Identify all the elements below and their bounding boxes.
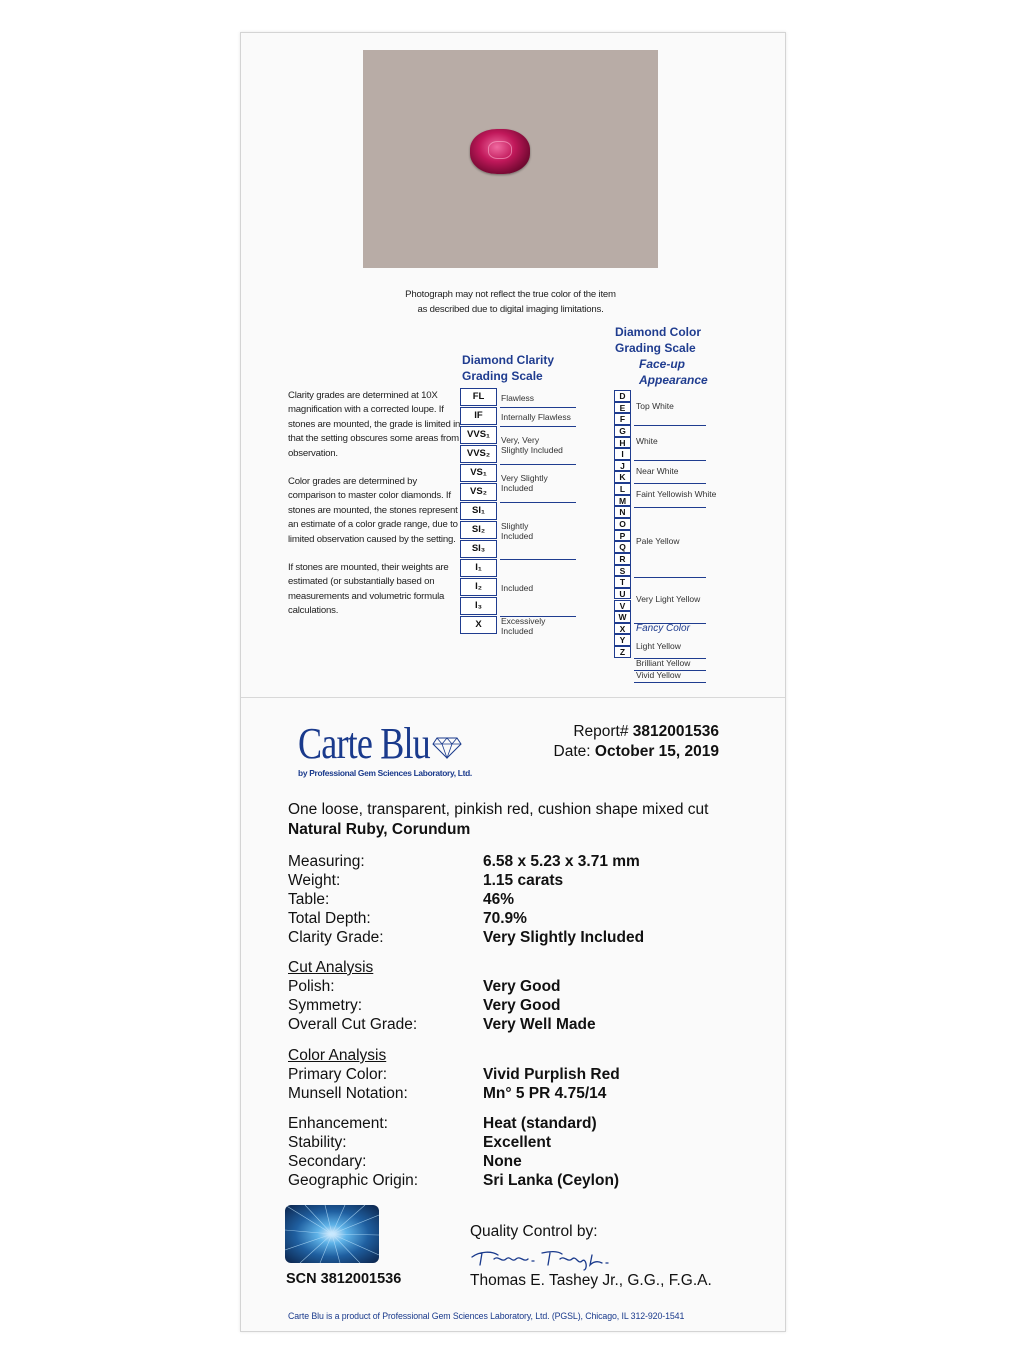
clarity-description: Very, Very Slightly Included (501, 435, 563, 455)
color-grade-box: M (614, 495, 631, 507)
signature-image (470, 1243, 620, 1271)
clarity-divider (500, 407, 576, 408)
ruby-gem-image (470, 129, 530, 174)
clarity-grade-box: FL (460, 388, 497, 406)
color-divider (634, 483, 706, 484)
color-description: Fancy Color (636, 623, 690, 635)
cut-analysis-heading: Cut Analysis (288, 959, 374, 976)
gem-photo (363, 50, 658, 268)
clarity-grade-box: VVS₁ (460, 426, 497, 444)
color-grade-box: P (614, 530, 631, 542)
clarity-grade-row (460, 539, 576, 558)
color-grade-box: W (614, 611, 631, 623)
color-grade-box: T (614, 576, 631, 588)
color-scale-title: Diamond Color Grading Scale Face-up Appearance (615, 325, 708, 387)
clarity-grade-row (460, 558, 576, 577)
color-description: White (636, 436, 658, 447)
color-divider (634, 577, 706, 578)
color-description: Light Yellow (636, 640, 681, 651)
color-grade-box: L (614, 483, 631, 495)
color-divider (634, 425, 706, 426)
color-note: Color grades are determined by comparison to master color diamonds. If stones are mounted, the stones represent an estimate of a color grade range, due to limited observation caused by the setting. (288, 476, 458, 545)
clarity-grade-box: IF (460, 407, 497, 425)
clarity-grade-box: SI₃ (460, 540, 497, 558)
color-grade-box: Z (614, 646, 631, 658)
color-scale (614, 390, 634, 658)
color-description: Pale Yellow (636, 535, 680, 546)
color-grade-box: K (614, 471, 631, 483)
color-grade-box: U (614, 588, 631, 600)
clarity-grade-box: VS₂ (460, 483, 497, 501)
security-hologram (285, 1205, 379, 1263)
clarity-scale (460, 387, 576, 634)
grading-notes (288, 389, 463, 633)
color-divider (634, 460, 706, 461)
color-grade-box: S (614, 565, 631, 577)
section-divider (241, 697, 785, 698)
clarity-description: Flawless (501, 392, 535, 403)
quality-control-name: Thomas E. Tashey Jr., G.G., F.G.A. (470, 1272, 712, 1289)
color-description: Vivid Yellow (636, 669, 681, 680)
clarity-note: Clarity grades are determined at 10X magnification with a corrected loupe. If stones are mounted, the grade is limited in that the setting obscures some areas from observation. (288, 390, 461, 459)
photo-disclaimer: Photograph may not reflect the true color of the item as described due to digital imaging limitations. (405, 289, 616, 315)
diamond-icon (432, 735, 462, 759)
clarity-divider (500, 464, 576, 465)
color-description: Brilliant Yellow (636, 658, 691, 668)
report-info (554, 722, 719, 762)
color-grade-box: H (614, 437, 631, 449)
color-grade-box: G (614, 425, 631, 437)
clarity-grade-box: X (460, 616, 497, 634)
clarity-description: Included (501, 582, 534, 593)
color-grade-box: J (614, 460, 631, 472)
quality-control-label: Quality Control by: (470, 1223, 598, 1240)
color-grade-box: F (614, 413, 631, 425)
color-grade-box: E (614, 402, 631, 414)
clarity-grade-row (460, 501, 576, 520)
carte-blu-logo: Carte Blu by Professional Gem Sciences Laboratory, Ltd. (298, 719, 472, 778)
color-divider (634, 507, 706, 508)
clarity-grade-box: VS₁ (460, 464, 497, 482)
color-grade-box: V (614, 600, 631, 612)
clarity-description: Slightly Included (501, 520, 534, 541)
clarity-scale-title: Diamond Clarity Grading Scale (462, 353, 555, 383)
clarity-grade-box: VVS₂ (460, 445, 497, 463)
color-grade-box: N (614, 506, 631, 518)
color-grade-box: Y (614, 634, 631, 646)
clarity-grade-box: I₂ (460, 578, 497, 596)
color-description: Very Light Yellow (636, 593, 701, 604)
clarity-divider (500, 559, 576, 560)
color-grade-box: I (614, 448, 631, 460)
color-grade-box: D (614, 390, 631, 402)
weight-note: If stones are mounted, their weights are estimated (or substantially based on measurements and volumetric formula calculations. (288, 562, 449, 617)
clarity-description: Internally Flawless (501, 411, 571, 422)
gem-description: One loose, transparent, pinkish red, cushion shape mixed cut Natural Ruby, Corundum (288, 801, 709, 838)
clarity-description: Excessively Included (501, 615, 546, 636)
color-description: Near White (636, 465, 679, 476)
clarity-grade-row (460, 596, 576, 615)
clarity-divider (500, 426, 576, 427)
scn-number: SCN 3812001536 (286, 1271, 402, 1287)
gem-report-card: Photograph may not reflect the true color of the item as described due to digital imaging limitations. Clarity grades are determined at 10X magnification with a corrected loupe. If stones are mounted, the grade is limited in that the setting obscures some areas from observation. Color grades are determined by comparison to master color diamonds. If stones are mounted, the stones represent an estimate of a color grade range, due to limited observation caused by the setting. If stones are mounted, their weights are estimated (or substantially based on measurements and volumetric formula calculations. Diamond Clarity Grading Scale FL IF VVS₁ VVS₂ VS₁ VS₂ SI₁ SI₂ SI₃ I₁ I₂ I₃ X Flawless Internally Flawless Very, Very Slightly Included Very Slightly Included Slightly Included Included Excessively Included Diamond Color Grading Scale Face-up Appearance D E F G H I J K L M N O P Q R S T U V W X Y Z Top White White Near White Faint Yellowish White Pale Yellow Very Light Yellow Fancy Color Light Yellow Brilliant Yellow Vivid Yellow Carte Blu by Professional Gem Sciences Laboratory, Ltd. Report# 3812001536 Date: October 15, 2019 One loose, transparent, pinkish red, cushion shape mixed cut Natural Ruby, Corundum Measuring: 6.58 x 5.23 x 3.71 mm Weight: 1.15 carats Table: 46% Total Depth: 70.9% Clarity Grade: Very Slightly Included Cut Analysis Polish: Very Good Symmetry: Very Good Overall Cut Grade: Very Well Made Color Analysis Primary Color: Vivid Purplish Red Munsell Notation: Mn° 5 PR 4.75/14 Enhancement: Heat (standard) Stability: Excellent Secondary: None Geographic Origin: Sri Lanka (Ceylon) SCN 3812001536 Quality Control by: Thomas E. Tashey Jr., G.G., F.G.A. Carte Blu is a product of Professional Gem Sciences Laboratory, Ltd. (PGSL), Chicago, IL 312-920-1541 (240, 32, 786, 1332)
clarity-grade-box: SI₁ (460, 502, 497, 520)
footer-text: Carte Blu is a product of Professional Gem Sciences Laboratory, Ltd. (PGSL), Chicago, IL 312-920-1541 (288, 1311, 685, 1321)
color-grade-box: Q (614, 541, 631, 553)
clarity-grade-box: SI₂ (460, 521, 497, 539)
color-analysis-heading: Color Analysis (288, 1047, 387, 1064)
clarity-grade-box: I₃ (460, 597, 497, 615)
color-description: Faint Yellowish White (636, 488, 717, 499)
clarity-grade-box: I₁ (460, 559, 497, 577)
color-divider (634, 682, 706, 683)
color-grade-box: X (614, 623, 631, 635)
color-grade-box: O (614, 518, 631, 530)
color-description: Top White (636, 401, 674, 412)
clarity-divider (500, 502, 576, 503)
color-grade-box: R (614, 553, 631, 565)
report-number-row: Report# 3812001536 (573, 723, 719, 740)
clarity-description: Very Slightly Included (501, 473, 548, 493)
report-date-row: Date: October 15, 2019 (553, 743, 719, 760)
